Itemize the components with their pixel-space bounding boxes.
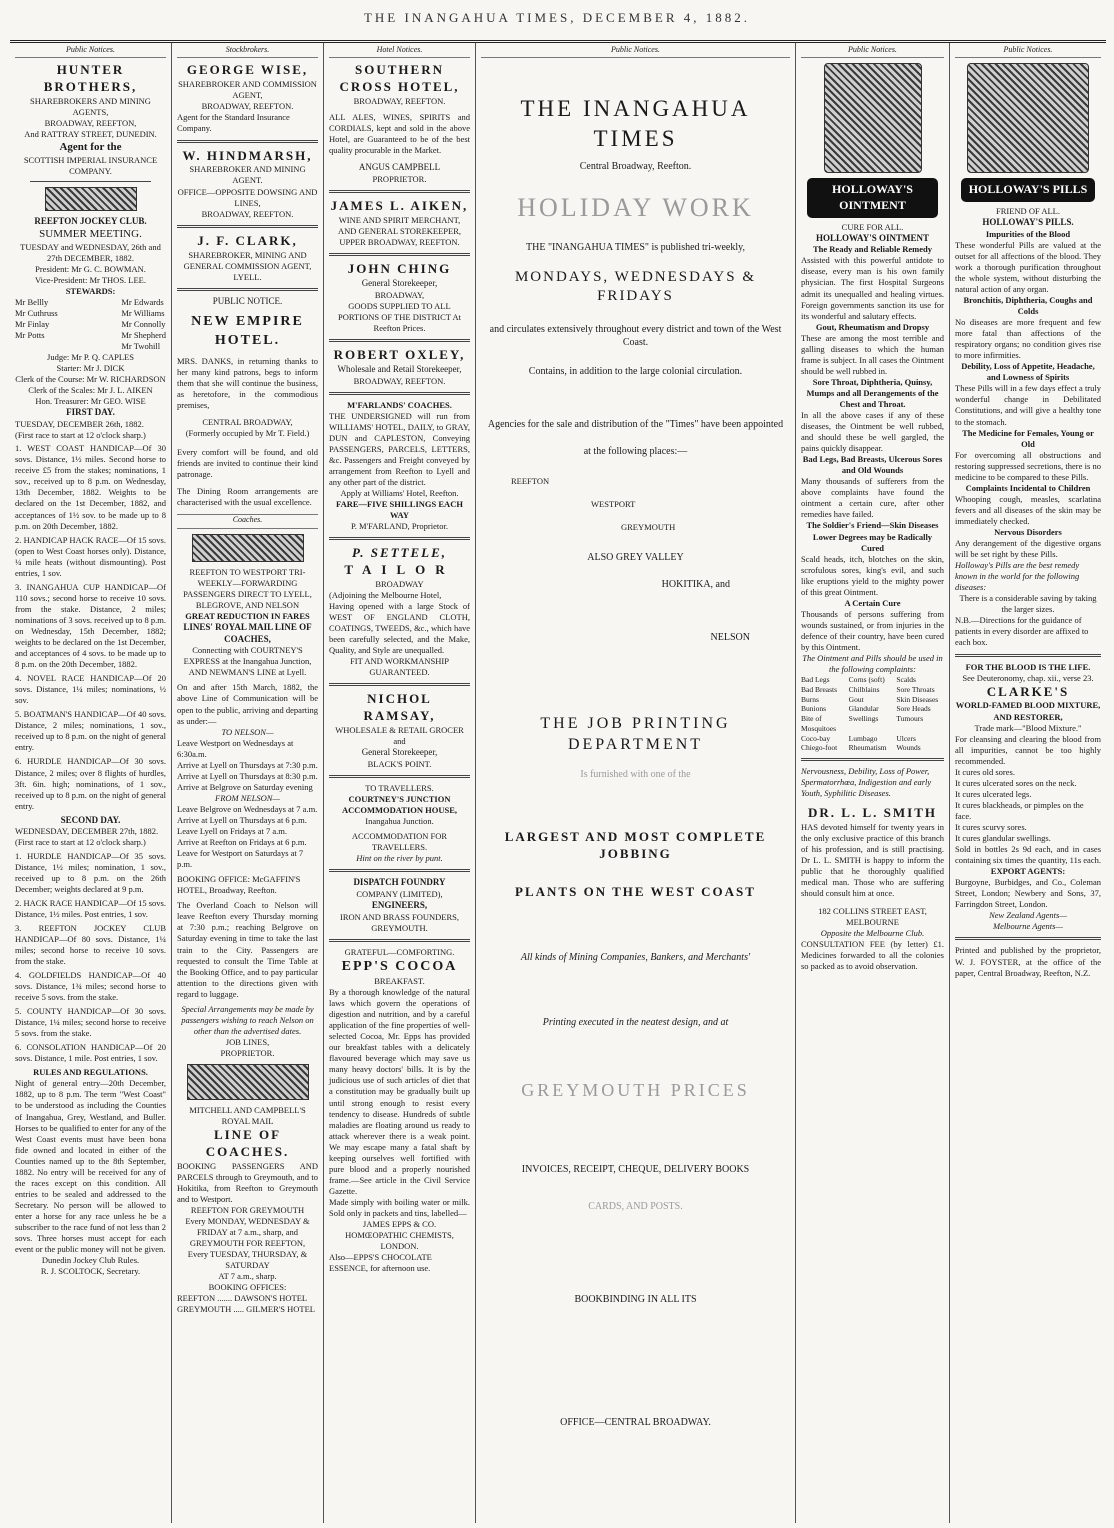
complaint-cell: Glandular [848,704,879,714]
certain-text: Thousands of persons suffering from wounds sustained, or from injuries in the defence of their country, have been cured by this Ointment. [801,608,944,652]
from-nelson: FROM NELSON— [215,792,280,803]
schedule-time: AT 7 a.m., sharp. [218,1271,277,1282]
proprietor-name: P. M'FARLAND, Proprietor. [350,521,448,532]
mixture-name: WORLD-FAMED BLOOD MIXTURE, [955,700,1101,711]
club-name: REEFTON JOCKEY CLUB. [34,215,147,226]
schedule-text: Every TUESDAY, THURSDAY, & SATURDAY [187,1249,308,1271]
legs-heading: Bad Legs, Bad Breasts, Ulcerous Sores and Old Wounds [802,454,943,476]
steward: Mr Twohill [121,341,161,352]
newspaper-title: THE INANGAHUA TIMES [520,96,751,152]
booking-office-row: GREYMOUTH ..... GILMER'S HOTEL [177,1304,315,1315]
advertiser-name: JOHN CHING [347,261,452,277]
complaint-cell: Scalds [896,675,916,685]
hotel-text: MRS. DANKS, in returning thanks to her many kind patrons, begs to inform them that she will continue the business, as heretofore, in the commodious premises, [177,355,318,410]
complaint-cell: Bite of Mosquitoes [801,714,837,733]
comfort-text: Every comfort will be found, and old friends are invited to continue their kind patronage. [177,447,318,480]
cure-item: It cures ulcerated legs. [955,788,1032,799]
prices-line: GREYMOUTH PRICES [521,1080,750,1101]
complaint-cell: Rheumatism [848,743,887,753]
notice-heading: PUBLIC NOTICE. [212,295,283,306]
debility-heading: Debility, Loss of Appetite, Headache, and Lowness of Spirits [961,361,1095,383]
guarantee-line: FIT AND WORKMANSHIP GUARANTEED. [350,656,449,678]
doctor-text: HAS devoted himself for twenty years in the only exclusive practice of this branch of his profession, and is still practising. Dr L. L. SMITH is happy to inform the public that he thoroughly qualified medical man. Those who are suffering should consult him at once. [801,822,944,899]
complaints-intro: The Ointment and Pills should be used in the following complaints: [802,653,943,675]
travellers-heading: TO TRAVELLERS. [365,782,434,793]
meeting-title: SUMMER MEETING. [39,228,142,241]
coach-company: MITCHELL AND CAMPBELL'S [189,1104,306,1115]
invoice-line: INVOICES, RECEIPT, CHEQUE, DELIVERY BOOKS [521,1163,750,1175]
doctor-opposite: Opposite the Melbourne Club. [820,927,925,938]
nervous-heading: Nervous Disorders [994,526,1062,537]
nervous-text: Nervousness, Debility, Loss of Power, Spermatorrhœa, Indigestion and early Youth, Syphilitic Diseases. [801,766,932,799]
office-line: OFFICE—CENTRAL BROADWAY. [560,1416,711,1428]
race-entry: 1. WEST COAST HANDICAP—Of 30 sovs. Distance, 1½ miles. Second horse to receive £5 from the stakes; nominations, 1 sov., received up to 8 p.m. on Wednesday, 13th December, 1882. Weights to be declared on the 1st December, 1882, and acceptances of 1½ sov. to be made up to 8 p.m. on 20th December, 1882. [15,443,166,531]
stewards-list [15,297,166,352]
cocoa-maker: JAMES EPPS & CO. [362,1219,437,1230]
column-header: Public Notices. [955,45,1101,58]
address: And RATTRAY STREET, DUNEDIN. [24,129,157,140]
column-header: Hotel Notices. [329,45,470,58]
goods-text: GOODS SUPPLIED TO ALL PORTIONS OF THE DISTRICT At Reefton Prices. [338,300,461,333]
deut-line: See Deuteronomy, chap. xii., verse 23. [962,672,1094,683]
complaint-cell: Corns (soft) [848,675,885,685]
advertiser-name: J. F. CLARK, [197,232,298,248]
impurities-heading: Impurities of the Blood [985,228,1071,239]
steward: Mr Bellly [15,296,49,307]
proprietor-name: JOB LINES, [225,1036,270,1047]
faint-line: Is furnished with one of the [580,768,691,780]
foundry-town: GREYMOUTH. [371,922,428,933]
places-text: at the following places:— [583,445,688,457]
newspaper-address: Central Broadway, Reefton. [579,161,692,173]
impurities-text: These wonderful Pills are valued at the outset for all affections of the blood. They work a thorough purification throughout the whole system, without disturbing the natural action of any organ. [955,239,1101,294]
contains-text: Contains, in addition to the large colonial circulation. [528,365,743,377]
tailor-text: Having opened with a large Stock of WEST OF ENGLAND CLOTH, COATINGS, TWEEDS, &c., which have been carefully selected, and the Make, Quality, and Style are unequalled. [329,601,470,656]
foundry-line: IRON AND BRASS FOUNDERS, [339,911,460,922]
address: BROADWAY, REEFTON, [44,118,137,129]
clerk-course: Clerk of the Course: Mr W. RICHARDSON [15,374,166,385]
consultation-text: CONSULTATION FEE (by letter) £1. Medicines forwarded to all the colonies so packed as to avoid observation. [801,938,944,971]
ointment-heading: HOLLOWAY'S OINTMENT [816,232,929,243]
schedule-text: Every MONDAY, WEDNESDAY & FRIDAY at 7 a.m., sharp, and [185,1216,310,1238]
advertiser-line: TAILOR [344,562,455,578]
route-heading: REEFTON FOR GREYMOUTH [190,1205,305,1216]
complaint-cell: Swellings [848,714,879,724]
certain-heading: A Certain Cure [844,597,901,608]
timetable-row: Arrive at Reefton on Fridays at 6 p.m. [177,837,307,848]
timetable-row: Leave for Westport on Saturdays at 7 p.m. [177,848,304,870]
sore-text: In all the above cases if any of these diseases, the Ointment be well rubbed, and should these be well gargled, the pains quickly disappear. [801,410,944,454]
complaint-cell: Bad Legs [801,675,830,685]
hotel-text: ALL ALES, WINES, SPIRITS and CORDIALS, kept and sold in the above Hotel, are Guaranteed to be of the best quality procurable in the Market. [329,112,470,156]
advertiser-name: NICHOL RAMSAY, [363,691,436,724]
binding-line: BOOKBINDING IN ALL ITS [574,1293,697,1305]
mail-coach-illustration [187,1064,309,1100]
timetable-row: Arrive at Lyell on Thursdays at 7:30 p.m. [177,759,318,770]
steward: Mr Cuthruss [15,308,58,319]
address: BROADWAY, REEFTON. [201,101,294,112]
complaint-cell: Sore Throats [896,684,935,694]
second-day-races [15,851,166,1065]
complaint-cell: Chilblains [848,684,880,694]
cure-item: It cures glandular swellings. [955,833,1051,844]
page-columns [10,40,1106,1523]
trade-mark: Trade mark—"Blood Mixture." [974,722,1082,733]
special-text: Special Arrangements may be made by passengers wishing to reach Nelson on other than the advertised dates. [181,1003,314,1036]
proprietor-title: PROPRIETOR. [220,1047,275,1058]
route-heading: GREYMOUTH FOR REEFTON, [189,1238,306,1249]
proprietor-name: ANGUS CAMPBELL [358,162,441,173]
complaint-cell: Wounds [896,743,921,753]
timetable-row: Arrive at Belgrove on Saturday evening [177,781,313,792]
advertiser-name: HUNTER BROTHERS, [43,62,138,95]
conjunction: and [393,736,406,747]
faint-heading: HOLIDAY WORK [517,193,754,223]
advertiser-line: WHOLESALE & RETAIL GROCER [335,725,464,736]
column-1 [10,43,172,1523]
imprint: Printed and published by the proprietor, W. J. FOYSTER, at the office of the paper, Central Broadway, Reefton, N.Z. [955,945,1101,978]
place-reefton: REEFTON [511,475,550,486]
column-4 [476,43,796,1523]
agent-line: Agent for the [59,141,122,154]
remedy-text: Assisted with this powerful antidote to disease, every man is his own family physician. The first Hospital Surgeons admit its unequalled and healing virtues. Foreign governments sanction its use for its wonderful and salutary effects. [801,255,944,321]
bronchitis-heading: Bronchitis, Diphtheria, Coughs and Colds [963,295,1093,317]
fare-text: FARE—FIVE SHILLINGS EACH WAY [336,498,463,521]
route-text: REEFTON TO WESTPORT TRI-WEEKLY—FORWARDING PASSENGERS DIRECT TO LYELL, BLEGROVE, AND NELSON [183,566,312,610]
ointment-banner: HOLLOWAY'S OINTMENT [807,178,938,217]
overland-text: The Overland Coach to Nelson will leave Reefton every Thursday morning at 7:30 p.m.; reaching Belgrove on Saturday evening in time to take the last train to the City. Passengers are requested to consult the Time Table at the Booking Office, and to pay particular attention to the directions given with regard to luggage. [177,900,318,999]
reduction-heading: GREAT REDUCTION IN FARES [185,610,310,621]
foundry-engineers: ENGINEERS, [371,900,428,910]
coach-line-name: LINES' ROYAL MAIL LINE OF COACHES, [183,621,312,644]
booking-office-row: REEFTON ....... DAWSON'S HOTEL [177,1293,308,1304]
pills-illustration [967,63,1089,173]
coach-illustration [192,534,304,562]
booking-offices-heading: BOOKING OFFICES: [208,1282,287,1293]
column-5 [796,43,950,1523]
proprietor-title: PROPRIETOR. [372,174,427,185]
steward: Mr Shepherd [121,330,166,341]
complaint-cell: Sore Heads [896,704,931,714]
females-text: For overcoming all obstructions and restoring suppressed secretions, there is no medicine to be compared to these Pills. [955,449,1101,482]
first-day-races [15,443,166,812]
plants-line: PLANTS ON THE WEST COAST [515,884,756,900]
advertiser-line: Wholesale and Retail Storekeeper, [337,363,462,374]
coach-line-heading: LINE OF COACHES. [205,1127,290,1159]
rules-heading: RULES AND REGULATIONS. [33,1067,148,1078]
gout-heading: Gout, Rheumatism and Dropsy [815,321,930,332]
race-entry: 5. BOATMAN'S HANDICAP—Of 40 sovs. Distance, 2 miles; nominations, 1 sov., received up to 8 p.m. on the night of general entry. [15,709,166,753]
cocoa-name: EPP'S COCOA [341,958,458,974]
debility-text: These Pills will in a few days effect a truly wonderful change in Debilitated Constitutions, and will give a healthy tone to the stomach. [955,383,1101,427]
melbourne-agents: Melbourne Agents— [993,921,1063,932]
advertiser-line: WINE AND SPIRIT MERCHANT, AND GENERAL STOREKEEPER, [337,215,461,237]
hotel-name: SOUTHERN CROSS HOTEL, [339,62,460,95]
legs-text: Many thousands of sufferers from the above complaints have found the ointment a certain cure, after other remedies have failed. [801,476,944,520]
complaint-cell: Tumours [896,714,924,724]
address: LYELL. [233,271,262,282]
place-greymouth: GREYMOUTH [621,522,676,533]
hint-text: Hint on the river by punt. [356,853,443,864]
to-nelson: TO NELSON— [221,726,274,737]
formerly-line: (Formerly occupied by Mr T. Field.) [185,428,310,439]
house-name: COURTNEY'S JUNCTION ACCOMMODATION HOUSE, [341,793,458,816]
cocoa-tagline: GRATEFUL—COMFORTING. [344,946,455,957]
advertiser-name: ROBERT OXLEY, [333,346,466,362]
advertiser-line: SHAREBROKER, MINING AND GENERAL COMMISSION AGENT, [183,249,312,271]
nelson-line: NELSON [710,632,750,644]
secretary: R. J. SCOLTOCK, Secretary. [40,1266,141,1277]
second-day-heading: SECOND DAY. [60,814,121,825]
job-printing-heading: THE JOB PRINTING DEPARTMENT [540,715,731,753]
rules-text: Night of general entry—20th December, 1882, up to 8 p.m. The term "West Coast" to be understood as including the Counties of Inangahua, Grey, Westland, and Buller. Horses to be qualified to enter for any of the West Coast events must have been bona fide owned and located in either of the Counties named up to the 8th September, 1882. No entry will be received for any of the races except on this condition. All entries to be sealed and addressed to the Secretary. No person will be allowed to enter a horse for any race unless he be a subscriber to the race fund of not less than 2 sovs. Three horses must accept for each event or the public money will not be given. [15,1078,166,1255]
agent-line: Agent for the Standard Insurance Company. [177,112,290,134]
steward: Mr Edwards [121,296,164,307]
pills-banner: HOLLOWAY'S PILLS [961,178,1095,202]
children-text: Whooping cough, measles, scarlatina fevers and all diseases of the skin may be immediately checked. [955,493,1101,526]
all-kinds-line: All kinds of Mining Companies, Bankers, and Merchants' [520,952,751,964]
address: BROADWAY, [374,289,425,300]
complaint-cell: Chiego-foot [801,743,838,753]
accommodation-text: ACCOMMODATION FOR TRAVELLERS. [351,831,448,853]
judge: Judge: Mr P. Q. CAPLES [47,352,134,363]
pills-heading: HOLLOWAY'S PILLS. [982,217,1074,228]
address: BROADWAY, REEFTON. [353,96,446,107]
address: CENTRAL BROADWAY, [202,416,293,427]
complaint-cell: Bad Breasts [801,684,838,694]
nb-text: N.B.—Directions for the guidance of patients in every disorder are affixed to each box. [955,615,1089,648]
coach-text: THE UNDERSIGNED will run from WILLIAMS' HOTEL, DAILY, to GRAY, DUN and CAPLESTON, Conveying PASSENGERS, PARCELS, LETTERS, &c. Passengers and Freight conveyed by arrangement from Reefton to Lyell and any other part of the district. [329,410,470,487]
race-entry: 4. GOLDFIELDS HANDICAP—Of 40 sovs. Distance, 1¾ miles; second horse to receive 5 sovs. from the stake. [15,969,166,1003]
address: BROADWAY, REEFTON. [201,208,294,219]
clarke-name: CLARKE'S [986,683,1070,699]
clerk-scales: Clerk of the Scales: Mr J. L. AIKEN [28,385,153,396]
advertiser-name: P. SETTELE, [351,545,448,561]
column-header: Public Notices. [15,45,166,58]
clean-text: For cleansing and clearing the blood from all impurities, cannot be too highly recommended. [955,733,1101,766]
complaints-table [801,675,944,753]
column-header: Public Notices. [801,45,944,58]
cure-item: It cures ulcerated sores on the neck. [955,777,1077,788]
first-day-start: (First race to start at 12 o'clock sharp.) [15,430,146,441]
race-entry: 5. COUNTY HANDICAP—Of 30 sovs. Distance, 1¼ miles; second horse to receive 5 sovs. from the stake. [15,1006,166,1039]
section-header: Coaches. [177,514,318,528]
advertiser-line: SHAREBROKERS AND MINING AGENTS, [30,96,151,118]
apply-text: Apply at Williams' Hotel, Reefton. [340,487,459,498]
dining-text: The Dining Room arrangements are characterised with the usual excellence. [177,486,318,508]
cocoa-made: Made simply with boiling water or milk. Sold only in packets and tins, labelled— [329,1196,470,1218]
doctor-address: 182 COLLINS STREET EAST, MELBOURNE [818,905,927,927]
cocoa-also: Also—EPPS'S CHOCOLATE ESSENCE, for afternoon use. [329,1252,432,1274]
timetable-row: Arrive at Lyell on Thursdays at 8:30 p.m. [177,770,318,781]
race-entry: 6. CONSOLATION HANDICAP—Of 20 sovs. Distance, 1 mile. Post entries, 1 sov. [15,1042,166,1064]
advertiser-name: JAMES L. AIKEN, [330,198,469,214]
rules-footer: Dunedin Jockey Club Rules. [41,1255,140,1266]
race-entry: 3. REEFTON JOCKEY CLUB HANDICAP—Of 80 sovs. Distance, 1¼ miles; second horse to receive 10 sovs. from the stake. [15,922,166,966]
published-line: THE "INANGAHUA TIMES" is published tri-weekly, [526,241,745,253]
restorer-name: AND RESTORER, [993,711,1063,722]
complaint-cell: Burns [801,694,819,704]
cure-item: It cures old sores. [955,766,1015,777]
masthead: THE INANGAHUA TIMES, DECEMBER 4, 1882. [363,10,751,25]
complaint-cell: Bunions [801,704,827,714]
nervous-text: Any derangement of the digestive organs will be set right by these Pills. [955,538,1101,560]
race-entry: 4. NOVEL RACE HANDICAP—Of 20 sovs. Distance, 1¼ miles; nominations, ½ sov. [15,673,166,706]
address: BROADWAY [375,578,424,589]
cocoa-city: LONDON. [380,1241,419,1252]
cocoa-chemists: HOMŒOPATHIC CHEMISTS, [345,1230,454,1241]
race-entry: 3. INANGAHUA CUP HANDICAP—Of 110 sovs.; second horse to receive 10 sovs. from the stake. Distance, 2 miles; nominations of 3 sovs. received up to 8 p.m. on Wednesday, 15th December, 1882; weights to be declared on the 1st December, and acceptances of 4 sovs. to be made up to 8 p.m. on the 20th December, 1882. [15,581,166,670]
address: UPPER BROADWAY, REEFTON. [339,237,460,248]
advertiser-line: SHAREBROKER AND COMMISSION AGENT, [178,79,317,101]
publishing-days: MONDAYS, WEDNESDAYS & FRIDAYS [514,268,757,305]
address: BLACK'S POINT. [367,758,432,769]
pills-list-intro: Holloway's Pills are the best remedy known in the world for the following diseases: [955,560,1080,593]
soldier-text: Scald heads, itch, blotches on the skin, scrofulous sores, king's evil, and such like eruptions yield to the mighty power of this great Ointment. [801,553,944,597]
cocoa-subtitle: BREAKFAST. [374,976,425,987]
race-entry: 2. HANDICAP HACK RACE—Of 15 sovs. (open to West Coast horses only). Distance, ¼ mile heats (without dismounting). Post entries, 1 sov. [15,534,166,578]
doctor-name: DR. L. L. SMITH [808,805,937,821]
timetable-row: Leave Lyell on Fridays at 7 a.m. [177,826,287,837]
racehorse-illustration [45,187,137,211]
saving-text: There is a considerable saving by taking the larger sizes. [959,593,1097,615]
steward: Mr Finlay [15,319,50,330]
timetable-row: Leave Westport on Wednesdays at 6:30a.m. [177,737,294,759]
first-day-date: TUESDAY, DECEMBER 26th, 1882. [15,419,144,430]
treasurer: Hon. Treasurer: Mr GEO. WISE [35,396,146,407]
second-day-start: (First race to start at 12 o'clock sharp.) [15,837,146,848]
column-6 [950,43,1106,1523]
adjoining-line: (Adjoining the Melbourne Hotel, [329,589,442,600]
complaint-cell: Ulcers [896,733,916,743]
cure-line: CURE FOR ALL. [841,221,904,232]
complaint-cell: Lumbago [848,733,878,743]
foundry-name: DISPATCH FOUNDRY [353,877,446,888]
advertiser-line: SHAREBROKER AND MINING AGENT. [189,164,306,186]
place-westport: WESTPORT [591,499,636,510]
cards-line: CARDS, AND POSTS. [588,1200,683,1212]
advertiser-name: W. HINDMARSH, [182,147,313,163]
advertiser-line: General Storekeeper, [361,278,438,289]
column-3 [324,43,476,1523]
advertiser-name: GEORGE WISE, [186,62,309,78]
remedy-heading: The Ready and Reliable Remedy [813,244,932,255]
agent-company: SCOTTISH IMPERIAL INSURANCE COMPANY. [23,154,158,176]
steward: Mr Williams [121,308,165,319]
printing-line: Printing executed in the neatest design, and at [542,1017,729,1029]
column-header: Public Notices. [481,45,790,58]
vice-president: Vice-President: Mr THOS. LEE. [35,274,146,285]
britannia-illustration [824,63,922,173]
race-entry: 1. HURDLE HANDICAP—Of 35 sovs. Distance, 1½ miles; nomination, 1 sov., received up to 8 p.m. on the 26th December; weights declared at 9 p.m. [15,850,166,894]
first-day-heading: FIRST DAY. [66,407,115,418]
bronchitis-text: No diseases are more frequent and few more fatal than affections of the respiratory organs; no condition gives rise to more infirmities. [955,317,1101,361]
soldier-heading: The Soldier's Friend—Skin Diseases Lower Degrees may be Radically Cured [806,520,939,553]
president: President: Mr G. C. BOWMAN. [35,263,146,274]
cure-item: It cures blackheads, or pimples on the face. [955,799,1084,821]
royal-mail: ROYAL MAIL [221,1116,274,1127]
office-line: OFFICE—OPPOSITE DOWSING AND LINES, [177,186,318,208]
agencies-text: Agencies for the sale and distribution of the "Times" have been appointed [487,418,784,430]
blood-heading: FOR THE BLOOD IS THE LIFE. [965,661,1091,672]
steward: Mr Potts [15,330,45,341]
sore-heading: Sore Throat, Diphtheria, Quinsy, Mumps and all Derangements of the Chest and Throat. [806,376,939,409]
cocoa-text: By a thorough knowledge of the natural laws which govern the operations of digestion and nutrition, and by a careful application of the fine properties of well-selected Cocoa, Mr. Epps has provided our breakfast tables with a delicately flavoured beverage which may save us many heavy doctors' bills. It is by the judicious use of such articles of diet that a constitution may be gradually built up until strong enough to resist every tendency to disease. Hundreds of subtle maladies are floating around us ready to attack wherever there is a weak point. We may escape many a fatal shaft by keeping ourselves well fortified with pure blood and a properly nourished frame.—See article in the Civil Service Gazette. [329,987,470,1196]
stewards-heading: STEWARDS: [65,285,116,296]
children-heading: Complaints Incidental to Children [965,482,1091,493]
complaint-cell: Gout [848,694,864,704]
coach-heading: M'FARLANDS' COACHES. [347,399,452,410]
grey-valley: ALSO GREY VALLEY [587,552,684,564]
steward: Mr Connolly [121,319,166,330]
meeting-dates: TUESDAY and WEDNESDAY, 26th and 27th DECEMBER, 1882. [20,241,161,263]
timetable-row: Leave Belgrove on Wednesdays at 7 a.m. [177,803,318,814]
connecting-text: Connecting with COURTNEY'S EXPRESS at the Inangahua Junction, AND NEWMAN'S LINE at Lyell. [183,645,312,678]
export-heading: EXPORT AGENTS: [990,866,1066,877]
gout-text: These are among the most terrible and galling diseases to which the human frame is subject. In all cases the Ointment should be well rubbed in. [801,332,944,376]
friend-line: FRIEND OF ALL. [996,205,1060,216]
race-entry: 2. HACK RACE HANDICAP—Of 15 sovs. Distance, 1½ miles. Post entries, 1 sov. [15,897,166,919]
cure-item: It cures scurvy sores. [955,822,1027,832]
largest-line: LARGEST AND MOST COMPLETE JOBBING [504,828,767,861]
circulation-text: and circulates extensively throughout every district and town of the West Coast. [489,323,782,348]
timetable-row: Arrive at Lyell on Thursdays at 6 p.m. [177,815,307,825]
complaint-cell: Coco-bay [801,733,831,743]
advertiser-line: General Storekeeper, [361,747,438,758]
booking-text: BOOKING PASSENGERS AND PARCELS through to Greymouth, and to Hokitika, from Reefton to Greymouth and to Westport. [177,1160,318,1204]
address: BROADWAY, REEFTON. [353,375,446,386]
nz-agents: New Zealand Agents— [989,910,1067,921]
hotel-name: NEW EMPIRE HOTEL. [191,314,304,348]
starter: Starter: Mr J. DICK [56,363,125,374]
booking-office: BOOKING OFFICE: McGAFFIN'S HOTEL, Broadway, Reefton. [177,874,301,896]
sold-text: Sold in bottles 2s 9d each, and in cases containing six times the quantity, 11s each. [955,844,1101,866]
column-header: Stockbrokers. [177,45,318,58]
column-2 [172,43,324,1523]
foundry-company: COMPANY (LIMITED), [356,888,443,899]
timetable-intro: On and after 15th March, 1882, the above Line of Communication will be open to the public, arriving and departing as under:— [177,682,318,726]
second-day-date: WEDNESDAY, DECEMBER 27th, 1882. [15,826,159,837]
hokitika-line: HOKITIKA, and [661,579,730,591]
females-heading: The Medicine for Females, Young or Old [962,427,1094,449]
complaint-cell: Skin Diseases [896,694,939,704]
export-agents: Burgoyne, Burbidges, and Co., Coleman Street, London; Newbery and Sons, 37, Farringdon Street, London. [955,877,1101,910]
location: Inangahua Junction. [365,816,434,827]
race-entry: 6. HURDLE HANDICAP—Of 30 sovs. Distance, 2 miles; over 8 flights of hurdles, 3ft. 6in. high; nominations, of 1 sov., received up to 8 p.m. on the night of general entry. [15,756,166,811]
